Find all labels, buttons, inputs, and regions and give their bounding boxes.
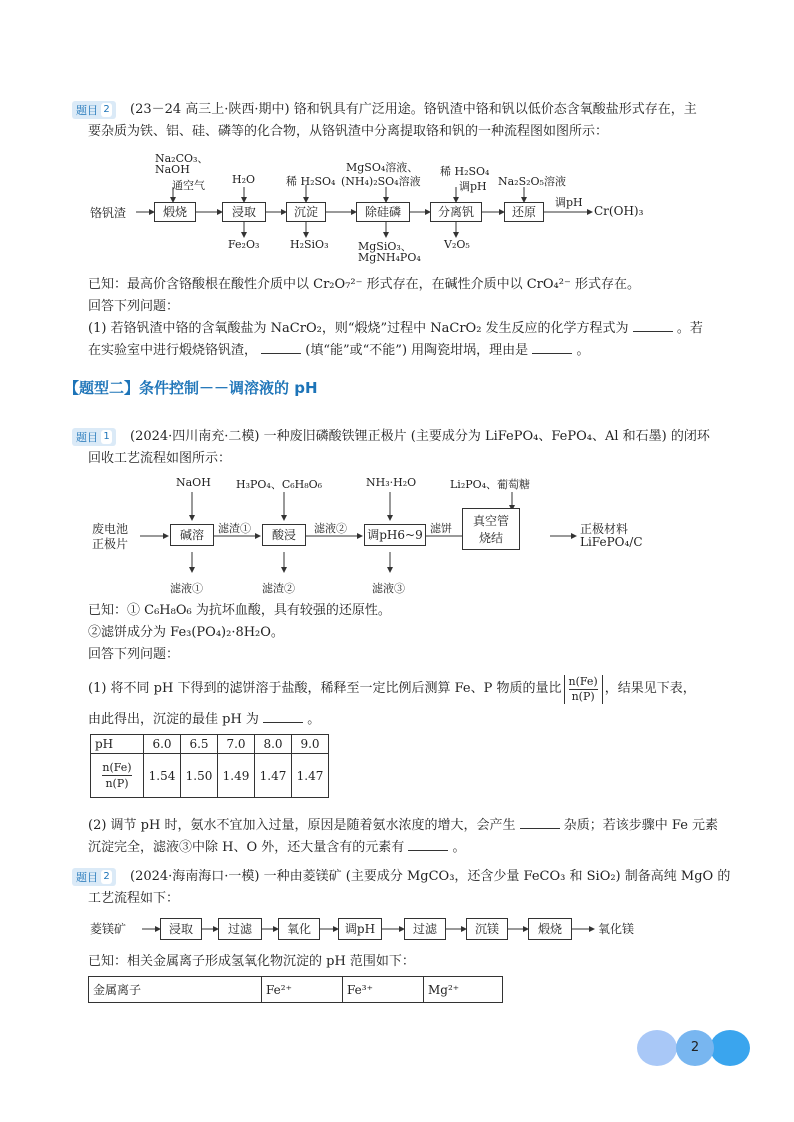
q1-bottom-label: MgNH₄PO₄ <box>358 251 421 264</box>
q3-box: 沉镁 <box>466 918 508 940</box>
q2-mid-label: 滤液② <box>314 522 347 535</box>
q1-box-remove-si-p: 除硅磷 <box>356 202 410 222</box>
q2-sub1-line2 <box>88 710 728 730</box>
decor-circle <box>637 1030 677 1066</box>
answer-blank[interactable] <box>520 816 560 829</box>
q1-sub1-line1 <box>88 319 728 339</box>
question-tag-label: 题目 <box>76 431 98 444</box>
q1-top-label: Na₂CO₃、 <box>155 152 209 165</box>
q2-intro-line1: (2024·四川南充·二模) 一种废旧磷酸铁锂正极片 (主要成分为 LiFePO₄、FePO₄、Al 和石墨) 的闭环 <box>130 429 710 444</box>
q1-top-label: H₂O <box>232 173 256 186</box>
q1-sub1-text: 。若 <box>676 321 703 336</box>
q1-top-label: MgSO₄溶液、 <box>346 161 419 174</box>
q1-sub1-text: 在实验室中进行煅烧铬钒渣， <box>88 343 258 358</box>
ratio-bracket <box>564 675 603 704</box>
q2-box-acid-leach: 酸浸 <box>262 524 306 546</box>
q2-answer-intro: 回答下列问题： <box>88 647 180 662</box>
q3-intro-line2: 工艺流程如下： <box>88 891 180 906</box>
q2-sub1-text: ，结果见下表， <box>604 681 696 696</box>
decor-circle <box>710 1030 750 1066</box>
question-tag <box>72 868 116 886</box>
q2-top-label: NaOH <box>176 476 211 489</box>
q2-sub2-text: (2) 调节 pH 时，氨水不宜加入过量，原因是随着氨水浓度的增大，会产生 <box>88 818 516 833</box>
question-tag-number: 1 <box>101 430 112 444</box>
q1-flow-end: Cr(OH)₃ <box>594 204 644 218</box>
table-cell: Fe³⁺ <box>343 977 424 1003</box>
ratio-numerator: n(Fe) <box>568 674 598 688</box>
q1-answer-intro: 回答下列问题： <box>88 299 180 314</box>
question-tag <box>72 428 116 446</box>
q3-flow-end: 氧化镁 <box>598 922 635 936</box>
q2-sub2-text: 。 <box>452 840 466 855</box>
q1-top-label: 调pH <box>459 180 487 193</box>
q1-intro-line2: 要杂质为铁、铝、硅、磷等的化合物，从铬钒渣中分离提取铬和钒的一种流程图如图所示： <box>88 124 609 139</box>
q2-bottom-label: 滤液① <box>170 582 203 595</box>
q2-box-alkali: 碱溶 <box>170 524 214 546</box>
q2-flow-end: LiFePO₄/C <box>580 535 643 549</box>
q2-top-label: Li₂PO₄、葡萄糖 <box>450 478 531 491</box>
q2-mid-label: 滤渣① <box>218 522 251 535</box>
table-cell: 1.50 <box>181 754 218 798</box>
q1-sub1-text: (1) 若铬钒渣中铬的含氧酸盐为 NaCrO₂，则“煅烧”过程中 NaCrO₂ 发生反应的化学方程式为 <box>88 321 629 336</box>
table-cell: Mg²⁺ <box>424 977 503 1003</box>
page-number: 2 <box>690 1040 700 1055</box>
table-cell: 8.0 <box>255 735 292 754</box>
q1-sub1-text: (填“能”或“不能”) 用陶瓷坩埚，理由是 <box>305 343 529 358</box>
question-tag-label: 题目 <box>76 104 98 117</box>
table-cell: 1.47 <box>292 754 329 798</box>
question-tag <box>72 101 116 119</box>
q3-box: 煅烧 <box>528 918 572 940</box>
q1-top-label: (NH₄)₂SO₄溶液 <box>341 175 421 188</box>
table-cell: 1.49 <box>218 754 255 798</box>
table-cell: 金属离子 <box>89 977 262 1003</box>
ratio-numerator: n(Fe) <box>102 761 132 774</box>
q2-top-label: H₃PO₄、C₆H₈O₆ <box>236 478 323 491</box>
q1-bottom-label: H₂SiO₃ <box>290 238 329 251</box>
q2-mid-label: 滤饼 <box>430 522 452 535</box>
question-tag-number: 2 <box>101 103 112 117</box>
answer-blank[interactable] <box>261 341 301 354</box>
q2-ph-table <box>90 734 329 798</box>
q1-box-reduce: 还原 <box>504 202 544 222</box>
q1-sub1-line2 <box>88 341 728 361</box>
q2-box-text: 真空管 <box>472 514 509 528</box>
q2-sub1-text: 。 <box>307 712 321 727</box>
table-cell: 6.0 <box>144 735 181 754</box>
q1-box-precipitate: 沉淀 <box>286 202 326 222</box>
q2-bottom-label: 滤渣② <box>262 582 295 595</box>
q1-top-label: Na₂S₂O₅溶液 <box>498 175 566 188</box>
q2-intro-line2: 回收工艺流程如图所示： <box>88 451 232 466</box>
q2-box-adjust-ph: 调pH6~9 <box>364 524 426 546</box>
q3-flow-start: 菱镁矿 <box>90 922 127 936</box>
q1-bottom-label: V₂O₅ <box>444 238 470 251</box>
q2-known1: 已知：① C₆H₈O₆ 为抗坏血酸，具有较强的还原性。 <box>88 603 391 618</box>
q1-top-label: 通空气 <box>172 179 205 192</box>
q1-top-label: NaOH <box>155 163 190 176</box>
table-row <box>91 754 329 798</box>
q2-sub2-line1 <box>88 816 728 836</box>
q1-box-leach: 浸取 <box>222 202 266 222</box>
q1-top-label: 稀 H₂SO₄ <box>286 175 336 188</box>
q1-box-separate-v: 分离钒 <box>430 202 482 222</box>
q2-box-vacuum-sinter <box>462 508 520 550</box>
q3-box: 过滤 <box>218 918 262 940</box>
q3-intro-line1: (2024·海南海口·一模) 一种由菱镁矿 (主要成分 MgCO₃，还含少量 FeCO₃ 和 SiO₂) 制备高纯 MgO 的 <box>130 869 731 884</box>
table-cell: 6.5 <box>181 735 218 754</box>
table-row <box>91 735 329 754</box>
table-cell: 7.0 <box>218 735 255 754</box>
q2-sub1-line1 <box>88 672 728 706</box>
table-cell: 1.54 <box>144 754 181 798</box>
q2-bottom-label: 滤液③ <box>372 582 405 595</box>
q2-sub2-text: 沉淀完全，滤液③中除 H、O 外，还大量含有的元素有 <box>88 840 405 855</box>
q1-box-calcine: 煅烧 <box>154 202 196 222</box>
q2-sub2-line2 <box>88 838 728 858</box>
q1-known: 已知：最高价含铬酸根在酸性介质中以 Cr₂O₇²⁻ 形式存在，在碱性介质中以 CrO₄²⁻ 形式存在。 <box>88 277 640 292</box>
q3-box: 调pH <box>338 918 382 940</box>
q1-intro-line1: (23－24 高三上·陕西·期中) 铬和钒具有广泛用途。铬钒渣中铬和钒以低价态含氧酸盐形式存在，主 <box>130 102 697 117</box>
ratio-denominator: n(P) <box>105 777 129 790</box>
q2-known2: ②滤饼成分为 Fe₃(PO₄)₂·8H₂O。 <box>88 625 284 640</box>
question-tag-label: 题目 <box>76 871 98 884</box>
q2-sub2-text: 杂质；若该步骤中 Fe 元素 <box>563 818 719 833</box>
q1-bottom-label: MgSiO₃、 <box>358 240 412 253</box>
section-title: 【题型二】条件控制－－调溶液的 pH <box>64 379 318 397</box>
q3-box: 浸取 <box>160 918 202 940</box>
table-cell <box>91 754 144 798</box>
answer-blank[interactable] <box>408 838 448 851</box>
q1-flow-start: 铬钒渣 <box>90 206 127 220</box>
q1-bottom-label: Fe₂O₃ <box>228 238 260 251</box>
q1-top-label: 稀 H₂SO₄ <box>440 165 490 178</box>
q2-flow-start: 正极片 <box>92 537 129 551</box>
answer-blank[interactable] <box>633 319 673 332</box>
q3-box: 氧化 <box>278 918 320 940</box>
table-row <box>89 977 503 1003</box>
question-tag-number: 2 <box>101 870 112 884</box>
ratio-denominator: n(P) <box>571 689 595 703</box>
answer-blank[interactable] <box>532 341 572 354</box>
q3-box: 过滤 <box>404 918 446 940</box>
answer-blank[interactable] <box>263 710 303 723</box>
q2-sub1-text: 由此得出，沉淀的最佳 pH 为 <box>88 712 259 727</box>
q2-sub1-text: (1) 将不同 pH 下得到的滤饼溶于盐酸，稀释至一定比例后测算 Fe、P 物质的量比 <box>88 681 562 696</box>
q1-after-label: 调pH <box>555 196 583 209</box>
table-cell: 9.0 <box>292 735 329 754</box>
q2-flow-end: 正极材料 <box>580 522 629 536</box>
q3-ion-table <box>88 976 503 1003</box>
q2-box-text: 烧结 <box>478 531 503 545</box>
q1-sub1-text: 。 <box>576 343 590 358</box>
q3-known: 已知：相关金属离子形成氢氧化物沉淀的 pH 范围如下： <box>88 954 415 969</box>
table-cell: Fe²⁺ <box>262 977 343 1003</box>
q2-top-label: NH₃·H₂O <box>366 476 417 489</box>
q2-flow-start: 废电池 <box>92 522 129 536</box>
table-cell: pH <box>91 735 144 754</box>
table-cell: 1.47 <box>255 754 292 798</box>
